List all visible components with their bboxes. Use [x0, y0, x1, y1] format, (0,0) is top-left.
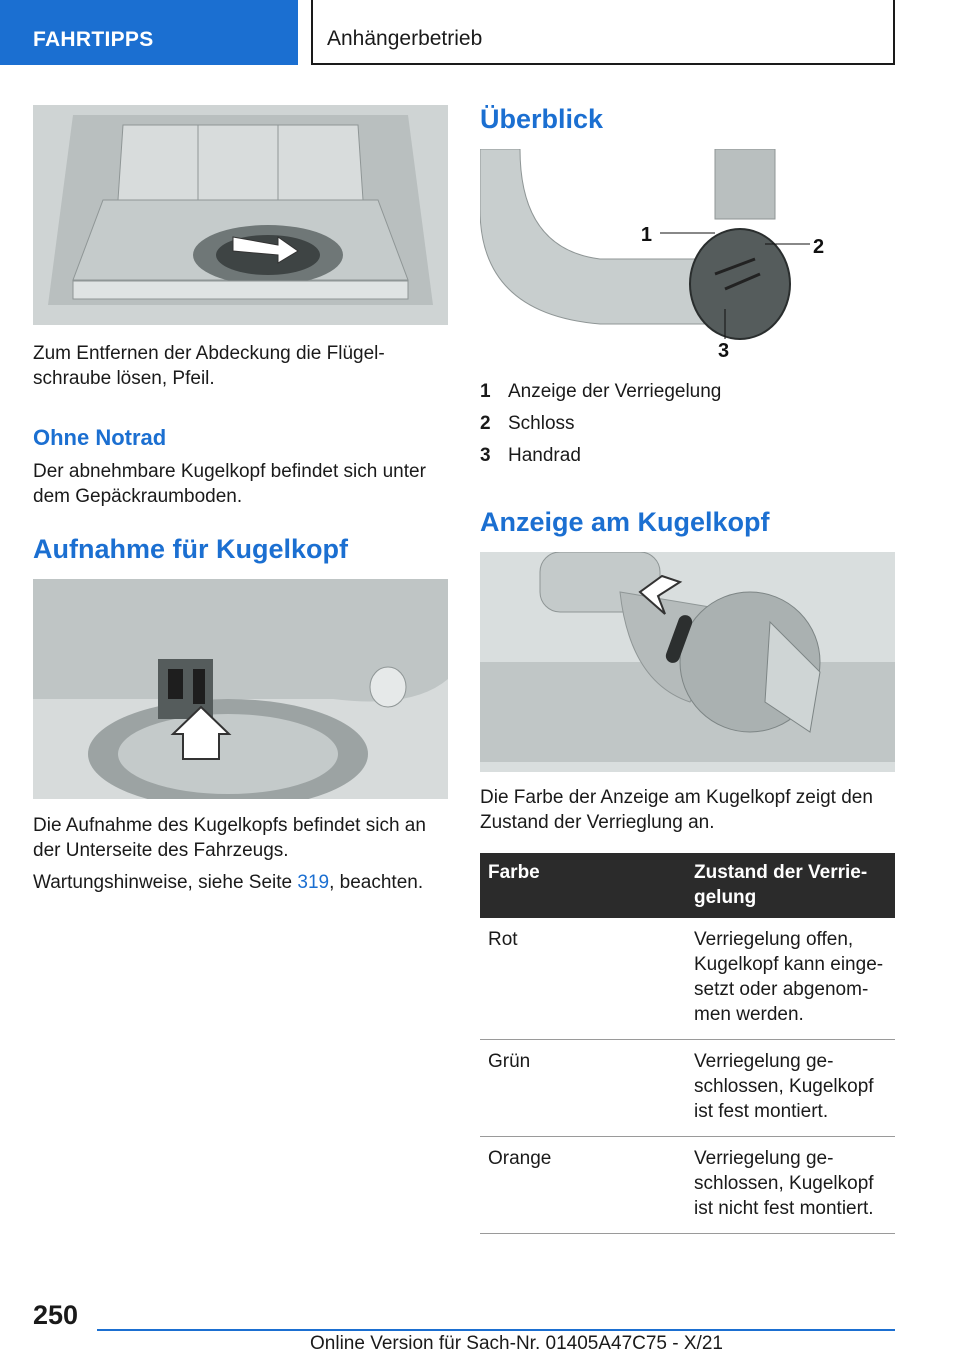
topic-tab: Anhängerbetrieb	[311, 0, 895, 65]
table-row	[480, 1137, 895, 1234]
legend-item	[480, 413, 895, 445]
indicator-image	[480, 552, 895, 772]
ball-head-overview-image	[480, 149, 895, 369]
callout-3: 3	[718, 340, 730, 362]
caption-receiver-location: Die Aufnahme des Kugelkopfs befindet sich an der Unterseite des Fahrzeugs.	[33, 815, 426, 861]
table-cell-state: Verriegelung ge-schlossen, Kugelkopf ist fest montiert.	[686, 1040, 895, 1137]
legend-item	[480, 381, 895, 413]
page-number: 250	[33, 1300, 79, 1330]
legend-label: Anzeige der Verriegelung	[508, 381, 722, 402]
section-tab: FAHRTIPPS	[0, 0, 298, 65]
table-cell-state: Verriegelung offen, Kugelkopf kann einge-setzt oder abgenom-men werden.	[686, 918, 895, 1040]
indicator-state-table	[480, 853, 895, 1234]
hitch-receiver-image	[33, 579, 448, 799]
legend-label: Handrad	[508, 445, 581, 466]
caption-indicator: Die Farbe der Anzeige am Kugelkopf zeigt den Zustand der Verrieglung an.	[480, 787, 873, 833]
table-cell-color: Orange	[480, 1137, 686, 1234]
callout-1: 1	[640, 224, 652, 246]
table-cell-color: Rot	[480, 918, 686, 1040]
legend-number: 2	[480, 413, 491, 434]
footer-divider	[97, 1329, 895, 1331]
legend-number: 1	[480, 381, 491, 402]
caption-remove-cover: Zum Entfernen der Abdeckung die Flügel-schraube lösen, Pfeil.	[33, 343, 385, 389]
callout-2: 2	[813, 236, 825, 258]
service-note-suffix: , beachten.	[329, 872, 424, 893]
table-header-row	[480, 853, 895, 918]
heading-anzeige: Anzeige am Kugelkopf	[480, 507, 770, 537]
online-version-note: Online Version für Sach-Nr. 01405A47C75 - X/21	[310, 1333, 723, 1354]
legend-label: Schloss	[508, 413, 575, 434]
table-cell-color: Grün	[480, 1040, 686, 1137]
trunk-floor-image	[33, 105, 448, 325]
service-note	[33, 870, 448, 895]
heading-aufnahme: Aufnahme für Kugelkopf	[33, 534, 348, 564]
heading-ueberblick: Überblick	[480, 104, 604, 134]
legend-number: 3	[480, 445, 491, 466]
table-cell-state: Verriegelung ge-schlossen, Kugelkopf ist nicht fest montiert.	[686, 1137, 895, 1234]
service-note-prefix: Wartungshinweise, siehe Seite	[33, 872, 298, 893]
page-link-319[interactable]: 319	[297, 872, 330, 893]
legend-item	[480, 445, 895, 477]
table-row	[480, 918, 895, 1040]
text-ohne-notrad: Der abnehmbare Kugelkopf befindet sich unter dem Gepäckraumboden.	[33, 461, 426, 507]
table-header-zustand: Zustand der Verrie-gelung	[686, 853, 895, 918]
heading-ohne-notrad: Ohne Notrad	[33, 425, 167, 450]
table-row	[480, 1040, 895, 1137]
table-header-farbe: Farbe	[480, 853, 686, 918]
overview-legend	[480, 381, 895, 477]
